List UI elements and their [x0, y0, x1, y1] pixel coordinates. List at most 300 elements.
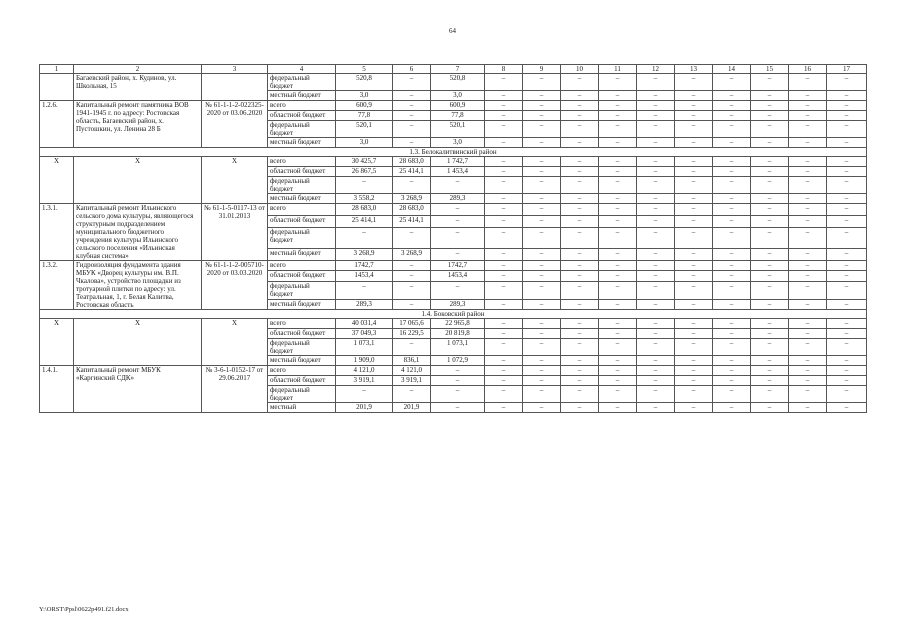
empty-cell: – — [789, 74, 827, 91]
funding-source: всего — [268, 261, 336, 271]
empty-cell: – — [827, 248, 867, 260]
funding-source: местный бюджет — [268, 356, 336, 366]
amount-cell: 520,1 — [431, 121, 485, 138]
empty-cell: – — [523, 204, 561, 216]
empty-cell: – — [675, 281, 713, 299]
empty-cell: – — [637, 138, 675, 148]
empty-cell: – — [675, 177, 713, 194]
empty-cell: – — [789, 329, 827, 339]
empty-cell: – — [485, 271, 523, 281]
amount-cell: – — [431, 228, 485, 249]
empty-cell: – — [713, 216, 751, 228]
table-row — [40, 366, 867, 376]
amount-cell: – — [431, 403, 485, 413]
amount-cell: – — [431, 386, 485, 403]
table-row — [40, 101, 867, 111]
empty-cell: – — [827, 177, 867, 194]
empty-cell: – — [675, 248, 713, 260]
amount-cell: 1 072,9 — [431, 356, 485, 366]
amount-cell: 26 867,5 — [336, 167, 393, 177]
empty-cell: – — [789, 228, 827, 249]
page-number: 64 — [449, 27, 456, 35]
empty-cell: – — [561, 157, 599, 167]
object-number — [40, 74, 74, 101]
empty-cell: – — [599, 376, 637, 386]
empty-cell: – — [561, 271, 599, 281]
object-name: Капитальный ремонт Ильинского сельского дома культуры, являющегося структурным подразделением муниципального бюджетного учреждения культуры Ильинского сельского поселения «Ильинская клубная система» — [74, 204, 202, 261]
empty-cell: – — [675, 319, 713, 329]
empty-cell: – — [599, 157, 637, 167]
empty-cell: – — [751, 356, 789, 366]
amount-cell: 3 268,9 — [336, 248, 393, 260]
empty-cell: – — [675, 228, 713, 249]
empty-cell: – — [561, 366, 599, 376]
empty-cell: – — [637, 121, 675, 138]
empty-cell: – — [637, 91, 675, 101]
empty-cell: – — [827, 101, 867, 111]
funding-source: федеральный бюджет — [268, 74, 336, 91]
amount-cell: – — [431, 366, 485, 376]
amount-cell: – — [393, 111, 431, 121]
object-name: Х — [74, 157, 202, 204]
empty-cell: – — [485, 177, 523, 194]
amount-cell: – — [393, 271, 431, 281]
empty-cell: – — [827, 138, 867, 148]
object-name: Багаевский район, х. Кудинов, ул. Школьная, 15 — [74, 74, 202, 101]
empty-cell: – — [789, 177, 827, 194]
empty-cell: – — [713, 74, 751, 91]
empty-cell: – — [637, 281, 675, 299]
amount-cell: – — [393, 299, 431, 309]
amount-cell: – — [393, 121, 431, 138]
amount-cell: – — [336, 386, 393, 403]
empty-cell: – — [523, 281, 561, 299]
footer-file-path: Y:\ORST\Ppsl\0622p491.f21.docx — [39, 606, 129, 613]
empty-cell: – — [751, 167, 789, 177]
empty-cell: – — [637, 319, 675, 329]
empty-cell: – — [561, 74, 599, 91]
empty-cell: – — [789, 121, 827, 138]
funding-source: федеральный бюджет — [268, 228, 336, 249]
empty-cell: – — [637, 248, 675, 260]
empty-cell: – — [485, 281, 523, 299]
empty-cell: – — [637, 74, 675, 91]
empty-cell: – — [523, 356, 561, 366]
empty-cell: – — [751, 138, 789, 148]
empty-cell: – — [561, 167, 599, 177]
empty-cell: – — [713, 329, 751, 339]
empty-cell: – — [751, 74, 789, 91]
amount-cell: – — [393, 281, 431, 299]
empty-cell: – — [713, 299, 751, 309]
table-row — [40, 74, 867, 91]
object-name: Гидроизоляция фундамента здания МБУК «Дворец культуры им. В.П. Чкалова», устройство площадки из тротуарной плитки по адресу: ул. Театральная, 1, г. Белая Калитва, Ростовская область — [74, 261, 202, 310]
empty-cell: – — [827, 204, 867, 216]
table-row — [40, 261, 867, 271]
financing-table — [39, 64, 867, 413]
empty-cell: – — [827, 356, 867, 366]
expertise-document: Х — [202, 157, 268, 204]
empty-cell: – — [485, 121, 523, 138]
empty-cell: – — [561, 281, 599, 299]
empty-cell: – — [675, 403, 713, 413]
amount-cell: 3,0 — [336, 138, 393, 148]
amount-cell: 3 919,1 — [393, 376, 431, 386]
empty-cell: – — [599, 248, 637, 260]
empty-cell: – — [675, 74, 713, 91]
empty-cell: – — [637, 167, 675, 177]
empty-cell: – — [827, 339, 867, 356]
empty-cell: – — [789, 271, 827, 281]
empty-cell: – — [485, 157, 523, 167]
amount-cell: 28 683,0 — [393, 204, 431, 216]
amount-cell: – — [431, 204, 485, 216]
empty-cell: – — [789, 194, 827, 204]
empty-cell: – — [789, 261, 827, 271]
amount-cell: 25 414,1 — [393, 216, 431, 228]
empty-cell: – — [751, 111, 789, 121]
empty-cell: – — [485, 339, 523, 356]
amount-cell: – — [393, 228, 431, 249]
funding-source: местный бюджет — [268, 91, 336, 101]
funding-source: всего — [268, 366, 336, 376]
amount-cell: 1742,7 — [431, 261, 485, 271]
amount-cell: 22 965,8 — [431, 319, 485, 329]
empty-cell: – — [561, 91, 599, 101]
empty-cell: – — [827, 271, 867, 281]
funding-source: местный — [268, 403, 336, 413]
empty-cell: – — [599, 366, 637, 376]
empty-cell: – — [675, 356, 713, 366]
empty-cell: – — [713, 101, 751, 111]
amount-cell: 17 065,6 — [393, 319, 431, 329]
empty-cell: – — [523, 261, 561, 271]
empty-cell: – — [561, 376, 599, 386]
amount-cell: 3 558,2 — [336, 194, 393, 204]
empty-cell: – — [485, 299, 523, 309]
header-row — [40, 65, 867, 74]
empty-cell: – — [485, 101, 523, 111]
funding-source: областной бюджет — [268, 167, 336, 177]
amount-cell: 1 742,7 — [431, 157, 485, 167]
empty-cell: – — [789, 91, 827, 101]
empty-cell: – — [561, 228, 599, 249]
empty-cell: – — [789, 339, 827, 356]
empty-cell: – — [675, 299, 713, 309]
empty-cell: – — [713, 121, 751, 138]
amount-cell: 28 683,0 — [336, 204, 393, 216]
column-number: 6 — [393, 65, 431, 74]
empty-cell: – — [599, 339, 637, 356]
empty-cell: – — [561, 101, 599, 111]
empty-cell: – — [827, 121, 867, 138]
funding-source: местный бюджет — [268, 194, 336, 204]
empty-cell: – — [789, 319, 827, 329]
empty-cell: – — [713, 339, 751, 356]
amount-cell: – — [336, 177, 393, 194]
empty-cell: – — [827, 74, 867, 91]
column-number: 2 — [74, 65, 202, 74]
empty-cell: – — [751, 248, 789, 260]
empty-cell: – — [675, 157, 713, 167]
empty-cell: – — [751, 376, 789, 386]
funding-source: всего — [268, 157, 336, 167]
table-body — [40, 65, 867, 413]
empty-cell: – — [561, 138, 599, 148]
amount-cell: 25 414,1 — [336, 216, 393, 228]
empty-cell: – — [789, 167, 827, 177]
object-name: Капитальный ремонт памятника ВОВ 1941-1945 г. по адресу: Ростовская область, Багаевский район, х. Пустошкин, ул. Ленина 28 Б — [74, 101, 202, 148]
amount-cell: 1453,4 — [431, 271, 485, 281]
empty-cell: – — [675, 329, 713, 339]
empty-cell: – — [751, 194, 789, 204]
empty-cell: – — [675, 376, 713, 386]
empty-cell: – — [827, 366, 867, 376]
empty-cell: – — [637, 204, 675, 216]
amount-cell: 520,1 — [336, 121, 393, 138]
amount-cell: 3 268,9 — [393, 194, 431, 204]
empty-cell: – — [485, 319, 523, 329]
empty-cell: – — [561, 339, 599, 356]
empty-cell: – — [751, 101, 789, 111]
expertise-document — [202, 74, 268, 101]
empty-cell: – — [751, 339, 789, 356]
funding-source: местный бюджет — [268, 138, 336, 148]
empty-cell: – — [599, 216, 637, 228]
empty-cell: – — [675, 101, 713, 111]
empty-cell: – — [485, 386, 523, 403]
funding-source: областной бюджет — [268, 376, 336, 386]
amount-cell: – — [431, 216, 485, 228]
empty-cell: – — [523, 101, 561, 111]
empty-cell: – — [561, 329, 599, 339]
empty-cell: – — [637, 339, 675, 356]
empty-cell: – — [599, 228, 637, 249]
empty-cell: – — [485, 376, 523, 386]
column-number: 4 — [268, 65, 336, 74]
funding-source: федеральный бюджет — [268, 121, 336, 138]
empty-cell: – — [637, 271, 675, 281]
amount-cell: – — [393, 177, 431, 194]
empty-cell: – — [827, 319, 867, 329]
empty-cell: – — [827, 194, 867, 204]
empty-cell: – — [713, 386, 751, 403]
empty-cell: – — [827, 167, 867, 177]
empty-cell: – — [561, 177, 599, 194]
funding-source: федеральный бюджет — [268, 177, 336, 194]
empty-cell: – — [751, 261, 789, 271]
amount-cell: – — [336, 228, 393, 249]
expertise-document: Х — [202, 319, 268, 366]
empty-cell: – — [827, 228, 867, 249]
empty-cell: – — [789, 299, 827, 309]
empty-cell: – — [637, 356, 675, 366]
amount-cell: – — [393, 339, 431, 356]
empty-cell: – — [789, 111, 827, 121]
empty-cell: – — [523, 111, 561, 121]
empty-cell: – — [599, 281, 637, 299]
empty-cell: – — [523, 138, 561, 148]
funding-source: федеральный бюджет — [268, 386, 336, 403]
empty-cell: – — [637, 101, 675, 111]
empty-cell: – — [827, 403, 867, 413]
empty-cell: – — [523, 319, 561, 329]
empty-cell: – — [637, 366, 675, 376]
empty-cell: – — [713, 261, 751, 271]
empty-cell: – — [713, 356, 751, 366]
amount-cell: 1 909,0 — [336, 356, 393, 366]
empty-cell: – — [637, 216, 675, 228]
empty-cell: – — [485, 356, 523, 366]
empty-cell: – — [675, 386, 713, 403]
amount-cell: 1 073,1 — [431, 339, 485, 356]
empty-cell: – — [827, 157, 867, 167]
empty-cell: – — [751, 403, 789, 413]
funding-source: областной бюджет — [268, 111, 336, 121]
column-number: 16 — [789, 65, 827, 74]
amount-cell: 600,9 — [431, 101, 485, 111]
empty-cell: – — [751, 177, 789, 194]
empty-cell: – — [599, 121, 637, 138]
empty-cell: – — [751, 319, 789, 329]
empty-cell: – — [485, 228, 523, 249]
column-number: 12 — [637, 65, 675, 74]
empty-cell: – — [827, 329, 867, 339]
empty-cell: – — [485, 216, 523, 228]
empty-cell: – — [523, 228, 561, 249]
amount-cell: 40 031,4 — [336, 319, 393, 329]
funding-source: областной бюджет — [268, 329, 336, 339]
empty-cell: – — [523, 248, 561, 260]
column-number: 10 — [561, 65, 599, 74]
empty-cell: – — [713, 281, 751, 299]
empty-cell: – — [637, 376, 675, 386]
funding-source: федеральный бюджет — [268, 339, 336, 356]
empty-cell: – — [523, 329, 561, 339]
empty-cell: – — [485, 91, 523, 101]
column-number: 15 — [751, 65, 789, 74]
object-name: Х — [74, 319, 202, 366]
object-number: 1.4.1. — [40, 366, 74, 413]
empty-cell: – — [599, 138, 637, 148]
amount-cell: 28 683,0 — [393, 157, 431, 167]
empty-cell: – — [675, 91, 713, 101]
empty-cell: – — [751, 271, 789, 281]
empty-cell: – — [751, 121, 789, 138]
empty-cell: – — [713, 157, 751, 167]
object-number: 1.2.6. — [40, 101, 74, 148]
empty-cell: – — [751, 91, 789, 101]
empty-cell: – — [637, 403, 675, 413]
empty-cell: – — [599, 299, 637, 309]
empty-cell: – — [599, 194, 637, 204]
amount-cell: – — [431, 177, 485, 194]
empty-cell: – — [675, 204, 713, 216]
empty-cell: – — [523, 271, 561, 281]
empty-cell: – — [827, 111, 867, 121]
empty-cell: – — [561, 403, 599, 413]
empty-cell: – — [751, 157, 789, 167]
amount-cell: 1742,7 — [336, 261, 393, 271]
funding-source: местный бюджет — [268, 248, 336, 260]
empty-cell: – — [523, 386, 561, 403]
empty-cell: – — [789, 386, 827, 403]
empty-cell: – — [637, 194, 675, 204]
empty-cell: – — [789, 157, 827, 167]
empty-cell: – — [485, 403, 523, 413]
amount-cell: – — [393, 91, 431, 101]
section-row — [40, 148, 867, 157]
object-name: Капитальный ремонт МБУК «Каргинский СДК» — [74, 366, 202, 413]
expertise-document: № 61-1-1-2-005710-2020 от 03.03.2020 — [202, 261, 268, 310]
empty-cell: – — [599, 177, 637, 194]
empty-cell: – — [751, 204, 789, 216]
expertise-document: № 61-1-5-0117-13 от 31.01.2013 — [202, 204, 268, 261]
amount-cell: 3 919,1 — [336, 376, 393, 386]
empty-cell: – — [485, 261, 523, 271]
amount-cell: 16 229,5 — [393, 329, 431, 339]
empty-cell: – — [789, 204, 827, 216]
empty-cell: – — [485, 366, 523, 376]
amount-cell: – — [336, 281, 393, 299]
amount-cell: 289,3 — [431, 299, 485, 309]
empty-cell: – — [599, 111, 637, 121]
amount-cell: 37 049,3 — [336, 329, 393, 339]
empty-cell: – — [637, 157, 675, 167]
empty-cell: – — [523, 339, 561, 356]
empty-cell: – — [713, 138, 751, 148]
column-number: 14 — [713, 65, 751, 74]
empty-cell: – — [713, 271, 751, 281]
amount-cell: 3 268,9 — [393, 248, 431, 260]
empty-cell: – — [523, 403, 561, 413]
column-number: 7 — [431, 65, 485, 74]
amount-cell: – — [431, 281, 485, 299]
empty-cell: – — [827, 91, 867, 101]
empty-cell: – — [675, 138, 713, 148]
empty-cell: – — [751, 228, 789, 249]
amount-cell: 4 121,0 — [393, 366, 431, 376]
empty-cell: – — [561, 386, 599, 403]
empty-cell: – — [561, 261, 599, 271]
empty-cell: – — [789, 403, 827, 413]
column-number: 11 — [599, 65, 637, 74]
empty-cell: – — [485, 74, 523, 91]
amount-cell: – — [431, 248, 485, 260]
empty-cell: – — [637, 329, 675, 339]
empty-cell: – — [789, 356, 827, 366]
amount-cell: – — [393, 138, 431, 148]
amount-cell: 836,1 — [393, 356, 431, 366]
amount-cell: 20 819,8 — [431, 329, 485, 339]
empty-cell: – — [827, 281, 867, 299]
empty-cell: – — [637, 386, 675, 403]
empty-cell: – — [751, 329, 789, 339]
column-number: 9 — [523, 65, 561, 74]
object-number: 1.3.2. — [40, 261, 74, 310]
expertise-document: № 3-6-1-0152-17 от 29.06.2017 — [202, 366, 268, 413]
empty-cell: – — [637, 177, 675, 194]
empty-cell: – — [675, 339, 713, 356]
empty-cell: – — [637, 261, 675, 271]
amount-cell: – — [393, 261, 431, 271]
empty-cell: – — [789, 216, 827, 228]
empty-cell: – — [599, 403, 637, 413]
empty-cell: – — [789, 366, 827, 376]
empty-cell: – — [523, 74, 561, 91]
empty-cell: – — [827, 261, 867, 271]
empty-cell: – — [523, 91, 561, 101]
